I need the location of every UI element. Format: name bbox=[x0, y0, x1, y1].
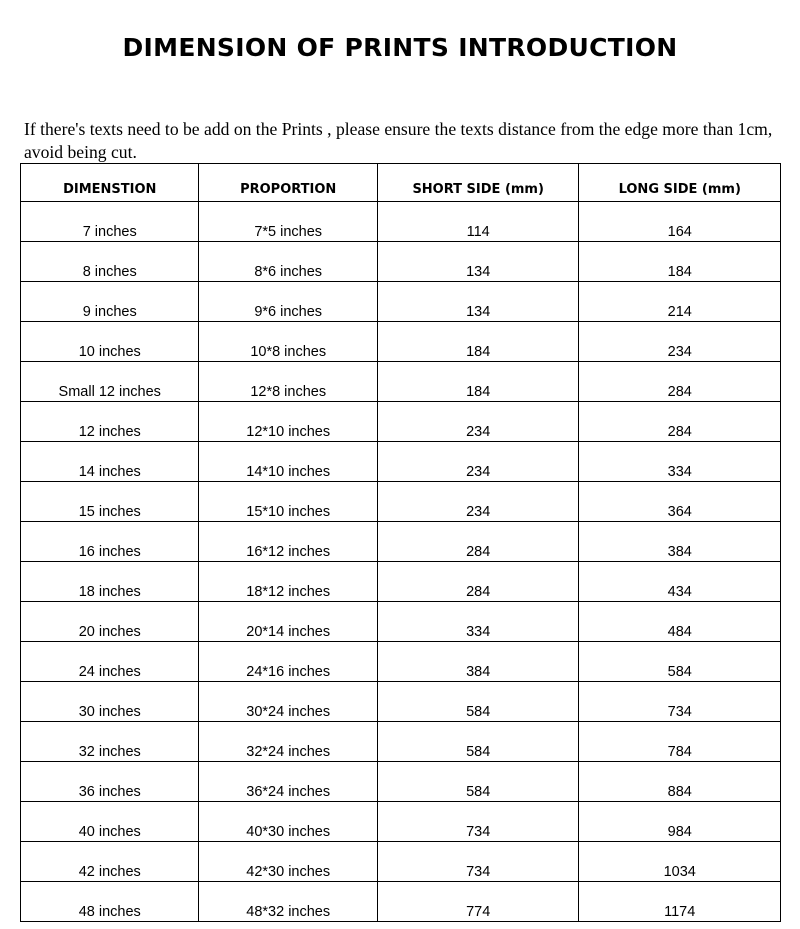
cell-short-side: 134 bbox=[377, 242, 579, 282]
cell-dimension: 36 inches bbox=[21, 762, 199, 802]
table-row bbox=[21, 842, 781, 882]
cell-proportion: 24*16 inches bbox=[199, 642, 377, 682]
table-row bbox=[21, 682, 781, 722]
table-row bbox=[21, 882, 781, 922]
cell-short-side: 234 bbox=[377, 442, 579, 482]
cell-proportion: 12*10 inches bbox=[199, 402, 377, 442]
cell-proportion: 48*32 inches bbox=[199, 882, 377, 922]
cell-short-side: 114 bbox=[377, 202, 579, 242]
cell-short-side: 184 bbox=[377, 362, 579, 402]
cell-long-side: 284 bbox=[579, 402, 781, 442]
cell-dimension: 42 inches bbox=[21, 842, 199, 882]
cell-proportion: 7*5 inches bbox=[199, 202, 377, 242]
cell-short-side: 584 bbox=[377, 682, 579, 722]
cell-dimension: Small 12 inches bbox=[21, 362, 199, 402]
cell-long-side: 164 bbox=[579, 202, 781, 242]
cell-short-side: 734 bbox=[377, 842, 579, 882]
cell-proportion: 12*8 inches bbox=[199, 362, 377, 402]
cell-proportion: 16*12 inches bbox=[199, 522, 377, 562]
cell-proportion: 32*24 inches bbox=[199, 722, 377, 762]
cell-proportion: 15*10 inches bbox=[199, 482, 377, 522]
header-dimension: DIMENSTION bbox=[21, 164, 199, 202]
table-row bbox=[21, 642, 781, 682]
cell-proportion: 9*6 inches bbox=[199, 282, 377, 322]
cell-long-side: 584 bbox=[579, 642, 781, 682]
table-row bbox=[21, 762, 781, 802]
cell-short-side: 584 bbox=[377, 762, 579, 802]
cell-short-side: 384 bbox=[377, 642, 579, 682]
cell-long-side: 184 bbox=[579, 242, 781, 282]
cell-dimension: 7 inches bbox=[21, 202, 199, 242]
table-row bbox=[21, 602, 781, 642]
cell-proportion: 18*12 inches bbox=[199, 562, 377, 602]
cell-proportion: 20*14 inches bbox=[199, 602, 377, 642]
cell-long-side: 334 bbox=[579, 442, 781, 482]
header-long-side: LONG SIDE (mm) bbox=[579, 164, 781, 202]
cell-proportion: 36*24 inches bbox=[199, 762, 377, 802]
table-row bbox=[21, 362, 781, 402]
cell-proportion: 42*30 inches bbox=[199, 842, 377, 882]
cell-short-side: 774 bbox=[377, 882, 579, 922]
cell-long-side: 984 bbox=[579, 802, 781, 842]
dimensions-table bbox=[20, 163, 781, 922]
cell-proportion: 14*10 inches bbox=[199, 442, 377, 482]
cell-long-side: 384 bbox=[579, 522, 781, 562]
table-row bbox=[21, 282, 781, 322]
cell-long-side: 884 bbox=[579, 762, 781, 802]
cell-long-side: 484 bbox=[579, 602, 781, 642]
table-row bbox=[21, 322, 781, 362]
cell-dimension: 40 inches bbox=[21, 802, 199, 842]
header-short-side: SHORT SIDE (mm) bbox=[377, 164, 579, 202]
cell-dimension: 14 inches bbox=[21, 442, 199, 482]
cell-short-side: 584 bbox=[377, 722, 579, 762]
cell-long-side: 234 bbox=[579, 322, 781, 362]
cell-dimension: 48 inches bbox=[21, 882, 199, 922]
cell-proportion: 40*30 inches bbox=[199, 802, 377, 842]
cell-dimension: 16 inches bbox=[21, 522, 199, 562]
header-proportion: PROPORTION bbox=[199, 164, 377, 202]
cell-long-side: 1034 bbox=[579, 842, 781, 882]
cell-dimension: 15 inches bbox=[21, 482, 199, 522]
cell-dimension: 30 inches bbox=[21, 682, 199, 722]
cell-short-side: 284 bbox=[377, 562, 579, 602]
cell-dimension: 32 inches bbox=[21, 722, 199, 762]
table-row bbox=[21, 442, 781, 482]
table-row bbox=[21, 242, 781, 282]
cell-long-side: 734 bbox=[579, 682, 781, 722]
cell-long-side: 434 bbox=[579, 562, 781, 602]
table-row bbox=[21, 802, 781, 842]
cell-dimension: 18 inches bbox=[21, 562, 199, 602]
table-row bbox=[21, 402, 781, 442]
table-row bbox=[21, 522, 781, 562]
cell-proportion: 8*6 inches bbox=[199, 242, 377, 282]
table-row bbox=[21, 722, 781, 762]
cell-dimension: 24 inches bbox=[21, 642, 199, 682]
table-header-row bbox=[21, 164, 781, 202]
table-row bbox=[21, 482, 781, 522]
notice-text: If there's texts need to be add on the Prints , please ensure the texts distance from the edge more than 1cm, avoid being cut. bbox=[24, 119, 773, 162]
cell-long-side: 284 bbox=[579, 362, 781, 402]
cell-short-side: 184 bbox=[377, 322, 579, 362]
cell-proportion: 30*24 inches bbox=[199, 682, 377, 722]
cell-short-side: 734 bbox=[377, 802, 579, 842]
cell-short-side: 334 bbox=[377, 602, 579, 642]
cell-short-side: 134 bbox=[377, 282, 579, 322]
cell-dimension: 12 inches bbox=[21, 402, 199, 442]
cell-short-side: 234 bbox=[377, 402, 579, 442]
cell-dimension: 8 inches bbox=[21, 242, 199, 282]
cell-dimension: 10 inches bbox=[21, 322, 199, 362]
cell-long-side: 784 bbox=[579, 722, 781, 762]
cell-dimension: 20 inches bbox=[21, 602, 199, 642]
table-row bbox=[21, 202, 781, 242]
page-title: DIMENSION OF PRINTS INTRODUCTION bbox=[122, 33, 678, 62]
cell-long-side: 1174 bbox=[579, 882, 781, 922]
cell-short-side: 234 bbox=[377, 482, 579, 522]
cell-proportion: 10*8 inches bbox=[199, 322, 377, 362]
cell-long-side: 214 bbox=[579, 282, 781, 322]
cell-dimension: 9 inches bbox=[21, 282, 199, 322]
table-row bbox=[21, 562, 781, 602]
cell-long-side: 364 bbox=[579, 482, 781, 522]
cell-short-side: 284 bbox=[377, 522, 579, 562]
